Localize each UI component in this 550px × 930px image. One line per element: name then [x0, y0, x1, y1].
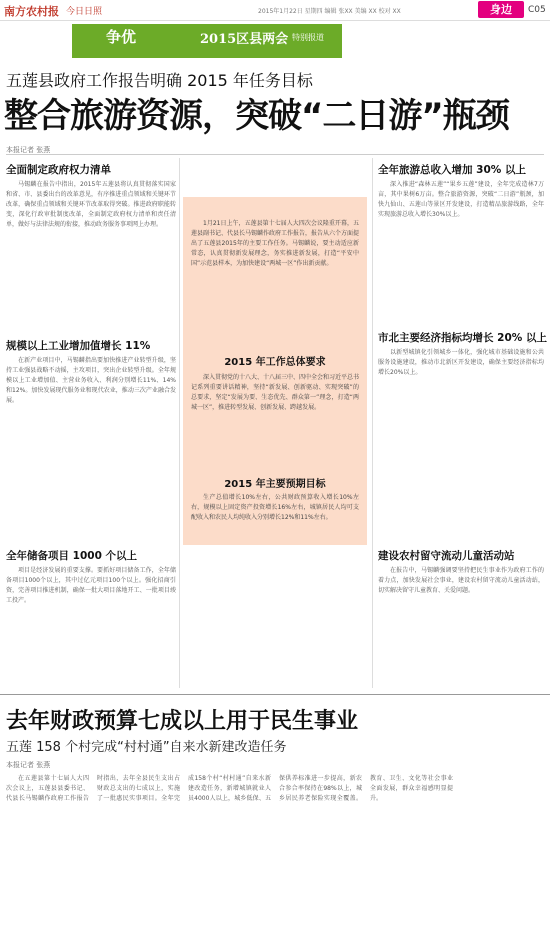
column-rule	[372, 158, 373, 688]
story2-subhead: 五莲 158 个村完成“村村通”自来水新建改造任务	[6, 740, 287, 755]
edition-label: 今日日照	[66, 7, 103, 17]
column-rule	[179, 158, 180, 688]
left-section1-body: 马锡麟在报告中指出，2015年五莲县将认真贯彻落实国家和省、市、县委出台的改革意见，有序推进重点领域和关键环节改革，确保重点领域和关键环节改革取得突破。推进政府职能转变，深化行政审批制度改革，全面制定政府权力清单和责任清单，做好与法律法规的衔接，推动政务服务事项网上办理。	[6, 181, 176, 228]
right-section1-body: 深入推进“森林五莲”“果乡五莲”建设，全年完成造林7万亩，其中果树6万亩。整合旅游资源，突破“二日游”瓶颈，加快九仙山、五莲山等景区开发建设，打造精品旅游线路，全年实现旅游总收入增长30%以上。	[378, 181, 544, 218]
issue-meta: 2015年1月22日 星期四 编辑 张XX 美编 XX 校对 XX	[258, 8, 401, 15]
newspaper-logo: 南方农村报	[4, 5, 59, 18]
box-section2-body: 生产总值增长10%左右，公共财政预算收入增长10%左右，规模以上固定资产投资增长16%左右，城镇居民人均可支配收入和农民人均纯收入分别增长12%和11%左右。	[191, 494, 359, 521]
left-section3-body: 项目是经济发展的重要支撑。要抓好项目储备工作，全年储备项目1000个以上，其中过亿元项目100个以上。强化招商引资，完善项目推进机制，确保一批大项目落地开工、一批项目竣工投产。	[6, 567, 176, 604]
divider	[6, 154, 544, 155]
right-section1-title: 全年旅游总收入增加 30% 以上	[378, 164, 526, 176]
story2-body: 在五莲县第十七届人大四次会议上，五莲县县委书记、代县长马锡麟作政府工作报告时指出，去年全县民生支出占财政总支出的七成以上，实施了一批惠民实事项目。全年完成158个村“村村通”自来水新建改造任务，新增城镇就业人员4000人以上，城乡低保、五保供养标准进一步提高，新农合参合率保持在98%以上，城乡居民养老保险实现全覆盖。教育、卫生、文化等社会事业全面发展，群众幸福感明显提升。	[6, 775, 453, 802]
banner-line3: 特别报道	[292, 33, 324, 42]
story-divider	[0, 694, 550, 695]
right-section2-body: 以新型城镇化引领城乡一体化，强化城市基础设施和公共服务设施建设，推动市北新区开发建设，确保主要经济指标均增长20%以上。	[378, 349, 544, 376]
feature-banner	[72, 24, 342, 58]
banner-line1: 争优	[106, 28, 137, 46]
page-number: C05	[528, 5, 546, 15]
left-section2-body: 在新产业项目中，马锡麟指出要加快推进产业转型升级，坚持工业强县战略不动摇，主攻项目，突出企业转型升级。全年规模以上工业增加值、主营业务收入、利润分别增长11%、14%和12%。加快发展现代服务业和现代农业，推动三次产业融合发展。	[6, 357, 176, 404]
story1-headline: 整合旅游资源，突破“二日游”瓶颈	[4, 96, 509, 136]
box-section1-title: 2015 年工作总体要求	[224, 357, 326, 368]
box-intro: 1月21日上午，五莲县第十七届人大四次会议隆重开幕，五莲县副书记、代县长马锡麟作政府工作报告，报告从六个方面提出了五莲县2015年的主要工作任务。马锡麟说，要主动适应新常态，认真贯彻新发展理念，务实推进新发展，打造“平安中国”示范县样本，为加快建设“两城一区”作出新贡献。	[191, 220, 359, 267]
story2-headline: 去年财政预算七成以上用于民生事业	[6, 709, 359, 734]
right-section3-title: 建设农村留守流动儿童活动站	[378, 550, 515, 562]
left-section3-title: 全年储备项目 1000 个以上	[6, 550, 138, 562]
story2-byline: 本报记者 张燕	[6, 761, 51, 769]
box-section1-body: 深入贯彻党的十八大、十八届三中、四中全会和习近平总书记系列重要讲话精神，坚持“新发展、创新驱动、实现突破”的总要求，坚定“发展为要、生态优先、群众第一”理念，打造“两城一区”，推进转型发展、创新发展、跨越发展。	[191, 374, 359, 411]
section-tag: 身边	[478, 1, 524, 18]
banner-line2: 2015区县两会	[200, 32, 289, 47]
right-section3-body: 在报告中，马锡麟强调要坚持把民生事业作为政府工作的着力点，加快发展社会事业，建设农村留守流动儿童活动站，切实解决留守儿童教育、关爱问题。	[378, 567, 544, 594]
left-section1-title: 全面制定政府权力清单	[6, 164, 111, 176]
box-section2-title: 2015 年主要预期目标	[224, 479, 326, 490]
left-section2-title: 规模以上工业增加值增长 11%	[6, 340, 151, 352]
story1-kicker: 五莲县政府工作报告明确 2015 年任务目标	[6, 71, 313, 90]
summary-box	[183, 197, 367, 545]
story1-byline: 本报记者 张燕	[6, 146, 51, 154]
right-section2-title: 市北主要经济指标均增长 20% 以上	[378, 332, 547, 344]
